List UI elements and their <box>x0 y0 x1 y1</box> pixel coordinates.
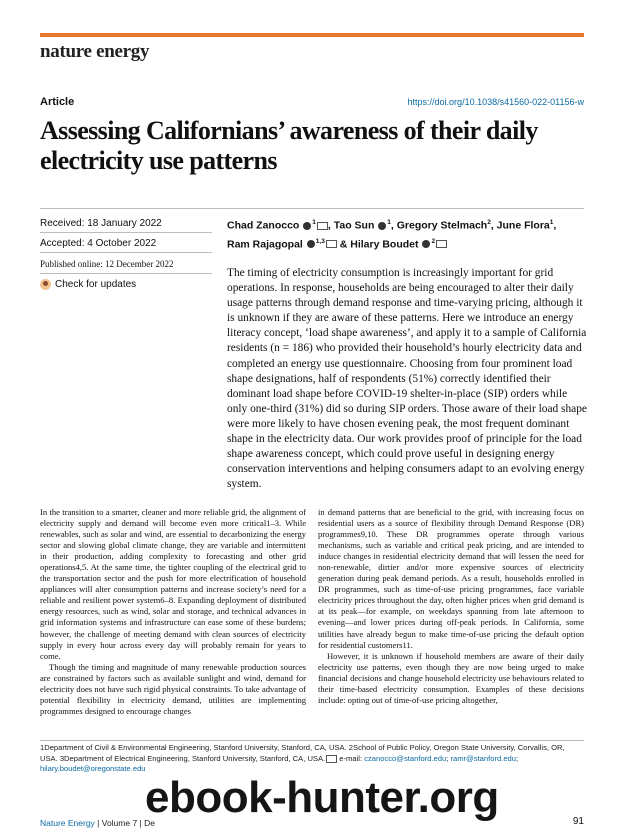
received-date: Received: 18 January 2022 <box>40 218 162 229</box>
journal-name: nature energy <box>40 41 150 62</box>
body-paragraph: However, it is unknown if household members are aware of their daily electricity use patterns, even though they are now being urged to make financial decisions and change household electricity use behaviours related to their time-based electricity consumption. Examples of these decisions include: opting out of time-of-use pricing altogether, <box>318 650 584 705</box>
body-paragraph: in demand patterns that are beneficial to the grid, with increasing focus on residential users as a source of flexibility through Demand Response (DR) programmes9,10. These DR programmes operate through various mechanisms, such as variable and critical peak pricing, and are intended to induce changes in residential electricity demand that will lessen the need for non-renewable, dirtier and/or more expensive sources of electricity generation during peak demand periods. As a result, households enrolled in DR programmes, such as time-of-use pricing programmes, face variable electricity prices throughout the day, often higher prices when grid demand is at its peak—for example, on weekdays spanning from late afternoon to evening—and lower prices during off-peak periods. In California, some utilities have already begun to make time-of-use pricing the default option for residential customers11. <box>318 507 584 650</box>
orcid-icon[interactable] <box>303 222 311 230</box>
affiliations-text: 1Department of Civil & Environmental Engineering, Stanford University, Stanford, CA, USA. 2School of Public Policy, Oregon State University, Corvallis, OR, USA. 3Department of Electrical Engineering, Stanford University, Stanford, CA, USA. <box>40 743 565 763</box>
affil-sup: 1 <box>549 219 554 226</box>
separator: ; <box>446 753 451 763</box>
article-type-label: Article <box>40 96 75 108</box>
body-paragraph: Though the timing and magnitude of many renewable production sources are constrained by factors such as available sunlight and wind, demand for electricity does not have such rigid physical constraints. To take advantage of potential flexibility in electricity demand, utilities are implementing programmes designed to encourage changes <box>40 661 306 716</box>
footnote-divider <box>40 740 584 741</box>
accepted-date: Accepted: 4 October 2022 <box>40 238 157 249</box>
orcid-icon[interactable] <box>422 240 430 248</box>
meta-divider <box>40 232 212 233</box>
check-for-updates-link[interactable] <box>40 279 136 290</box>
author-name[interactable]: , June Flora <box>490 219 550 232</box>
affil-sup: 1,3 <box>315 237 325 245</box>
footer-meta: | Volume 7 | De <box>94 818 155 828</box>
check-updates-label: Check for updates <box>55 279 137 290</box>
email-icon[interactable] <box>317 222 328 230</box>
email-link[interactable]: hilary.boudet@oregonstate.edu <box>40 764 146 774</box>
page-number: 91 <box>572 816 584 827</box>
author-name[interactable]: & Hilary Boudet <box>336 238 419 250</box>
body-paragraph: In the transition to a smarter, cleaner and more reliable grid, the alignment of electricity supply and demand will become even more critical1–3. While renewables, such as solar and wind, are essential to decarbonizing the energy sector and slowing global climate change, they are variable and intermittent in their production, adding complexity to forecasting and other grid operations4,5. At the same time, the tighter coupling of the electrical grid to the transportation sector and the push for more electrification of household appliances will alter consumption patterns and increase society’s need for a reliable and resilient power system6–8. Expanding deployment of distributed energy resources, such as wind, solar and storage, and technical advances in grid information systems and infrastructure can ease some of these burdens; however, the challenge of meeting demand with clean sources of electricity supply in every hour across every day will probably remain for years to come. <box>40 507 306 661</box>
article-title: Assessing Californians’ awareness of their daily electricity use patterns <box>40 116 538 175</box>
author-name[interactable]: , Gregory Stelmach <box>390 219 488 232</box>
separator: , <box>553 219 557 232</box>
published-date: Published online: 12 December 2022 <box>40 259 174 269</box>
journal-accent-bar <box>40 33 584 37</box>
body-column-right <box>318 507 584 706</box>
meta-divider <box>40 252 212 253</box>
abstract: The timing of electricity consumption is increasingly important for grid operations. In response, households are being encouraged to alter their daily usage patterns through demand response and time-varying pricing, although it is unknown if they are aware of these patterns. Here we introduce an energy literacy concept, ‘load shape awareness’, and apply it to a sample of California residents (n = 186) who provided their household’s hourly electricity data and completed an energy use questionnaire. Choosing from four prominent load shape designations, half of respondents (51%) correctly identified their dominant load shape before COVID-19 shelter-in-place (SIP) orders while only one-third (31%) did so during SIP orders. Those aware of their load shape were more likely to have chosen evening peak, the most frequent dominant shape in the electricity data. Our work provides proof of principle for the load shape awareness concept, which could prove useful in designing energy conservation interventions and helping consumers adapt to an evolving energy system. <box>227 267 587 491</box>
check-updates-icon <box>40 279 51 290</box>
separator: ; <box>516 753 519 763</box>
body-column-left <box>40 507 306 717</box>
email-link[interactable]: czanocco@stanford.edu <box>364 753 447 763</box>
orcid-icon[interactable] <box>307 240 315 248</box>
email-icon[interactable] <box>326 240 337 248</box>
doi-link[interactable]: https://doi.org/10.1038/s41560-022-01156-w <box>407 97 584 107</box>
author-name[interactable]: Ram Rajagopal <box>227 238 303 250</box>
meta-divider <box>40 273 212 274</box>
email-icon[interactable] <box>436 240 447 248</box>
affil-sup: 1 <box>312 219 316 226</box>
email-icon <box>326 755 337 763</box>
affil-sup: 2 <box>431 237 436 245</box>
affil-sup: 2 <box>487 219 491 226</box>
orcid-icon[interactable] <box>378 222 386 230</box>
author-name[interactable]: Chad Zanocco <box>227 219 300 232</box>
footer-journal[interactable]: Nature Energy <box>40 818 95 828</box>
watermark-text: ebook-hunter.org <box>145 773 499 822</box>
author-list <box>227 215 597 252</box>
title-divider <box>40 208 584 209</box>
author-name[interactable]: , Tao Sun <box>327 219 375 232</box>
email-label: e-mail: <box>337 753 365 763</box>
email-link[interactable]: ramr@stanford.edu <box>450 753 516 763</box>
affil-sup: 1 <box>387 219 391 226</box>
affiliation-footnote <box>40 743 584 775</box>
